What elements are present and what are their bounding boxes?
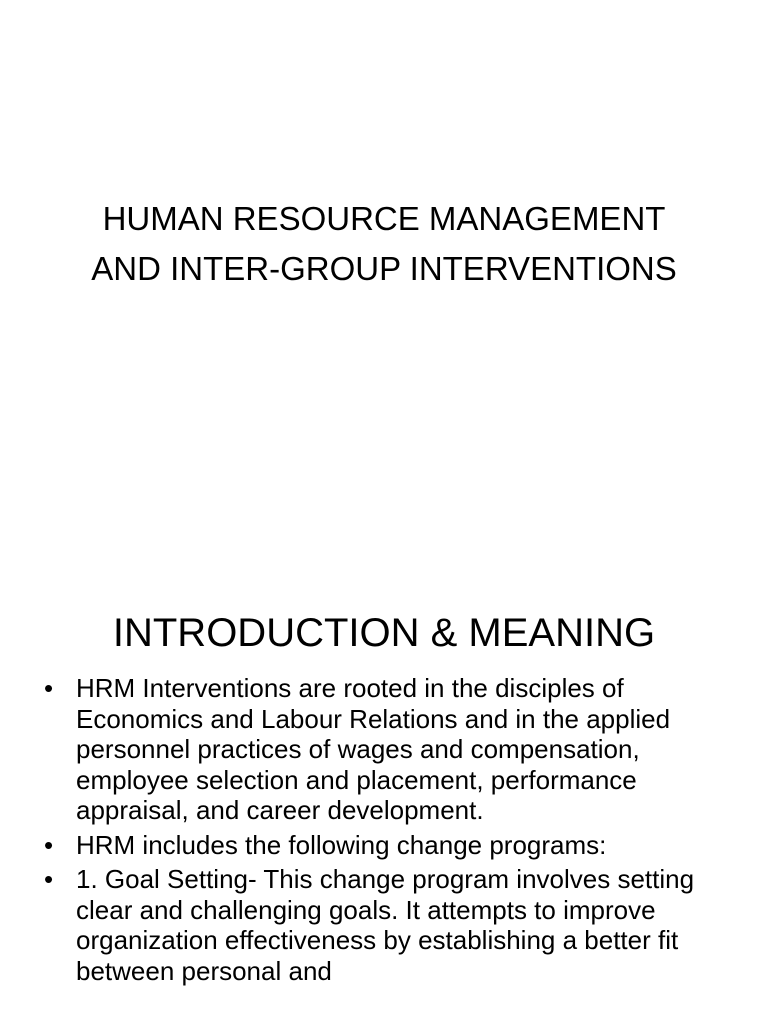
slide-heading: INTRODUCTION & MEANING (112, 611, 656, 655)
title-line-2: AND INTER-GROUP INTERVENTIONS (91, 250, 677, 287)
bullet-dot-icon: • (44, 864, 54, 894)
bullet-item (44, 673, 734, 826)
bullet-text: HRM Interventions are rooted in the disciples of Economics and Labour Relations and in the applied personnel practices of wages and compensation, employee selection and placement, performance appraisal, and career development. (76, 673, 671, 825)
bullet-item (44, 830, 734, 861)
bullet-list (44, 673, 734, 990)
bullet-text: 1. Goal Setting- This change program involves setting clear and challenging goals. It attempts to improve organization effectiveness by establishing a better fit between personal and (76, 864, 695, 986)
bullet-dot-icon: • (44, 673, 54, 703)
title-line-1: HUMAN RESOURCE MANAGEMENT (102, 200, 666, 237)
content-slide (0, 576, 768, 1024)
presentation-title (40, 194, 728, 294)
bullet-item (44, 864, 734, 986)
bullet-text: HRM includes the following change programs: (76, 829, 607, 860)
bullet-dot-icon: • (44, 829, 54, 860)
